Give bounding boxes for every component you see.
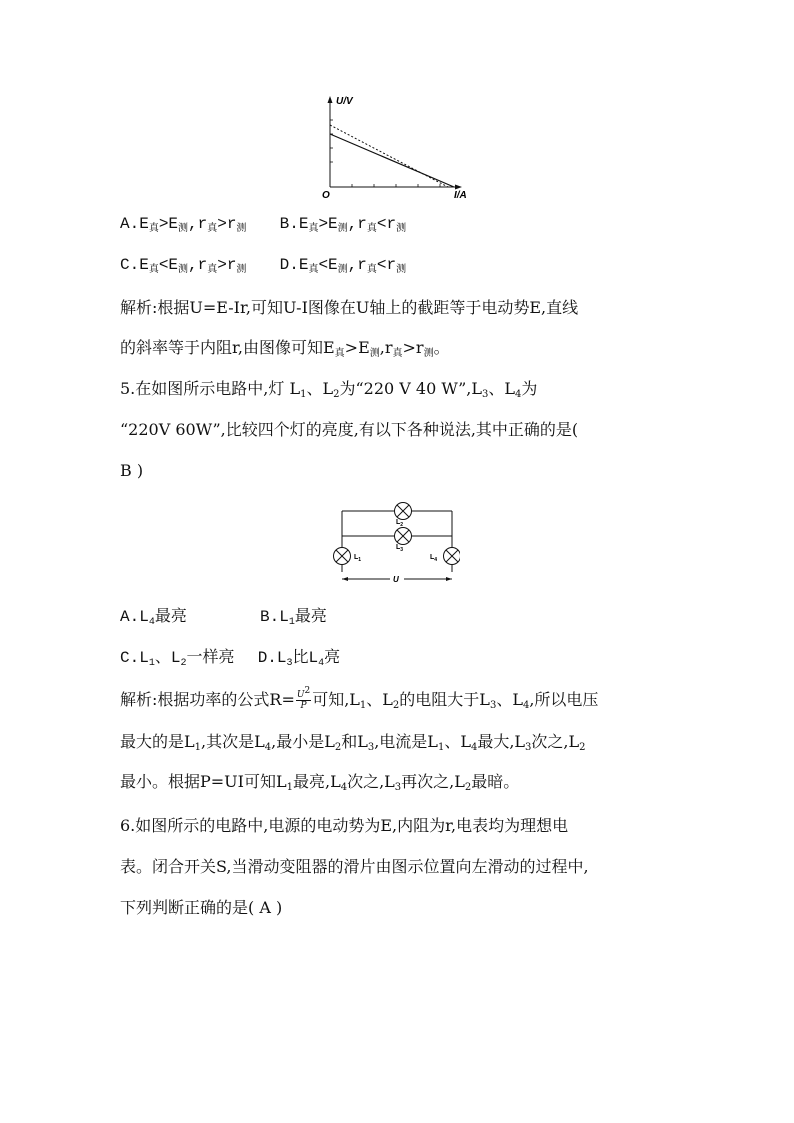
q4-options-ab <box>120 214 406 234</box>
arrow-left-icon <box>342 577 348 581</box>
q5-option-a: $A.L_4$最亮 <box>120 608 187 628</box>
q4-option-c: $C.E_真<E_测,r_真>r_测$ <box>120 256 247 276</box>
y-axis-arrow <box>328 96 333 103</box>
label-l2: $L_2$ <box>396 519 404 528</box>
q5-analysis-line3: 最小。根据P=UI可知$L_1$最亮$,L_4$次之$,L_3$再次之$,L_2$最暗。 <box>120 772 520 793</box>
measured-line <box>330 134 454 187</box>
lamp-l1-icon <box>334 548 351 565</box>
lamp-l4-icon <box>444 548 461 565</box>
q4-option-b: $B.E_真>E_测,r_真<r_测$ <box>279 215 407 235</box>
lamp-l3-icon <box>395 528 412 545</box>
q6-stem-line1: 6.如图所示的电路中,电源的电动势为E,内阻为r,电表均为理想电 <box>120 816 569 835</box>
lamp-l2-icon <box>395 503 412 520</box>
q4-option-d: $D.E_真<E_测,r_真<r_测$ <box>279 256 407 276</box>
q5-stem-line1: 5.在如图所示电路中,灯 $L_1$、$L_2$为“220 V 40 $W”,L_3$、$L_4$为 <box>120 379 538 400</box>
q5-stem-line3: B ) <box>120 461 144 480</box>
origin-label: O <box>322 190 330 201</box>
q5-option-b: $B.L_1$最亮 <box>260 608 327 628</box>
label-l1: $L_1$ <box>354 554 362 563</box>
q4-analysis-line2: 的斜率等于内阻r,由图像可知$E_真>E_测,r_真>r_测$。 <box>120 338 450 359</box>
q5-options-cd <box>120 648 340 668</box>
arrow-right-icon <box>446 577 452 581</box>
x-axis-arrow <box>455 185 462 190</box>
q6-stem-line3: 下列判断正确的是( A ) <box>120 898 283 917</box>
q6-stem-line2: 表。闭合开关S,当滑动变阻器的滑片由图示位置向左滑动的过程中, <box>120 857 589 876</box>
x-axis-label: I/A <box>454 190 467 201</box>
q5-analysis-line1: 解析:根据功率的公式R= $\frac{U^2}{P}$ 可知$,L_1$、$L_2$的电阻大于$L_3$、$L_4$,所以电压 <box>120 686 599 711</box>
label-voltage: U <box>393 575 399 584</box>
power-formula-fraction: $\frac{U^2}{P}$ <box>296 686 311 711</box>
y-axis-label: U/V <box>336 96 353 107</box>
label-l3: $L_3$ <box>396 544 404 553</box>
label-l4: $L_4$ <box>430 554 438 563</box>
lamp-circuit-diagram <box>330 500 460 590</box>
q5-analysis-line2: 最大的是$L_1$,其次是$L_4$,最小是$L_2$和$L_3$,电流是$L_1$、$L_4$最大$,L_3$次之$,L_2$ <box>120 732 586 753</box>
q4-option-a: $A.E_真>E_测,r_真>r_测$ <box>120 215 247 235</box>
q5-stem-line2: “220V 60W”,比较四个灯的亮度,有以下各种说法,其中正确的是( <box>120 420 579 439</box>
q5-options-ab <box>120 607 327 627</box>
true-line-dashed <box>330 125 448 187</box>
q5-option-c: $C.L_1$、$L_2$一样亮 <box>120 649 235 669</box>
u-i-graph <box>316 92 476 202</box>
q4-analysis-line1: 解析:根据U=E-Ir,可知U-I图像在U轴上的截距等于电动势E,直线 <box>120 298 579 317</box>
q4-options-cd <box>120 255 406 275</box>
q5-option-d: $D.L_3$比$L_4$亮 <box>257 649 341 669</box>
